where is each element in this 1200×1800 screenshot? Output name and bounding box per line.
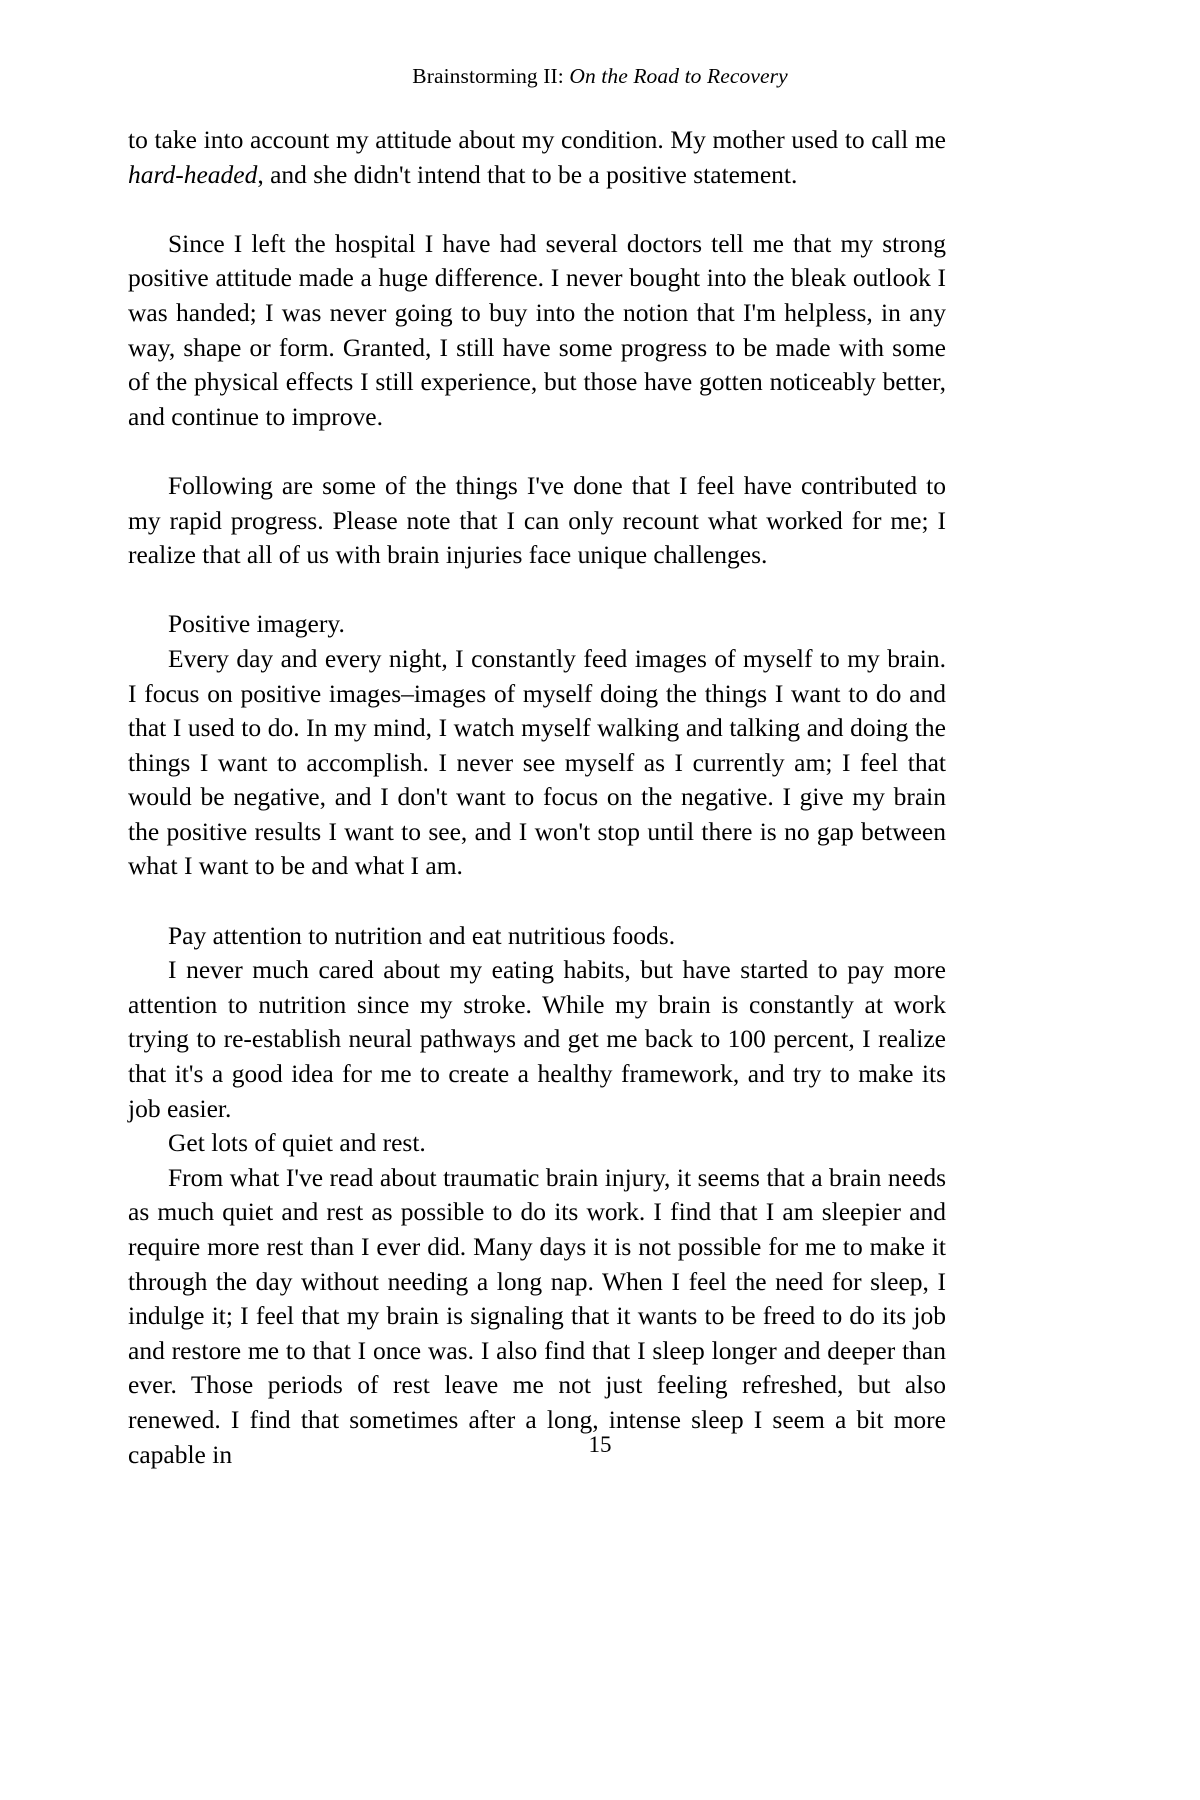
paragraph-positive-imagery-body: Every day and every night, I constantly feed images of myself to my brain. I focus on positive images–images of myself doing the things I want to do and that I used to do. In my mind, I watch myself walking and talking and doing the things I want to accomplish. I never see myself as I currently am; I feel that would be negative, and I don't want to focus on the negative. I give my brain the positive results I want to see, and I won't stop until there is no gap between what I want to be and what I am. bbox=[128, 643, 946, 881]
paragraph-nutrition-body: I never much cared about my eating habits, but have started to pay more attention to nutrition since my stroke. While my brain is constantly at work trying to re-establish neural pathways and get me back to 100 percent, I realize that it's a good idea for me to create a healthy framework, and try to make its job easier. bbox=[128, 955, 946, 1123]
paragraph-continuation bbox=[128, 123, 946, 192]
heading-quiet-and-rest: Get lots of quiet and rest. bbox=[168, 1128, 426, 1158]
paragraph-since-hospital: Since I left the hospital I have had several doctors tell me that my strong positive attitude made a huge difference. I never bought into the bleak outlook I was handed; I was never going to buy into the notion that I'm helpless, in any way, shape or form. Granted, I still have some progress to be made with some of the physical effects I still experience, but those have gotten noticeably better, and continue to improve. bbox=[128, 228, 946, 431]
heading-positive-imagery: Positive imagery. bbox=[168, 609, 345, 639]
emphasis-hard-headed: hard-headed bbox=[128, 159, 258, 189]
running-head-chapter-title: On the Road to Recovery bbox=[569, 64, 788, 88]
paragraph-run-roman: to take into account my attitude about my condition. My mother used to call me bbox=[128, 125, 946, 154]
running-head bbox=[0, 64, 1200, 90]
paragraph-quiet-rest-body: From what I've read about traumatic brain injury, it seems that a brain needs as much quiet and rest as possible to do its work. I find that I am sleepier and require more rest than I ever did. Many days it is not possible for me to make it through the day without needing a long nap. When I feel the need for sleep, I indulge it; I feel that my brain is signaling that it wants to be freed to do its job and restore me to that I once was. I also find that I sleep longer and deeper than ever. Those periods of rest leave me not just feeling refreshed, but also renewed. I find that sometimes after a long, intense sleep I seem a bit more capable in bbox=[128, 1162, 946, 1469]
running-head-book-title: Brainstorming II: bbox=[412, 64, 564, 88]
paragraph-following-are: Following are some of the things I've done that I feel have contributed to my rapid progress. Please note that I can only recount what worked for me; I realize that all of us with brain injuries face unique challenges. bbox=[128, 470, 946, 570]
page-number: 15 bbox=[588, 1432, 612, 1457]
body-text-block bbox=[128, 123, 946, 1472]
paragraph-run-roman-tail: , and she didn't intend that to be a positive statement. bbox=[257, 159, 798, 189]
heading-nutrition: Pay attention to nutrition and eat nutritious foods. bbox=[168, 920, 676, 950]
